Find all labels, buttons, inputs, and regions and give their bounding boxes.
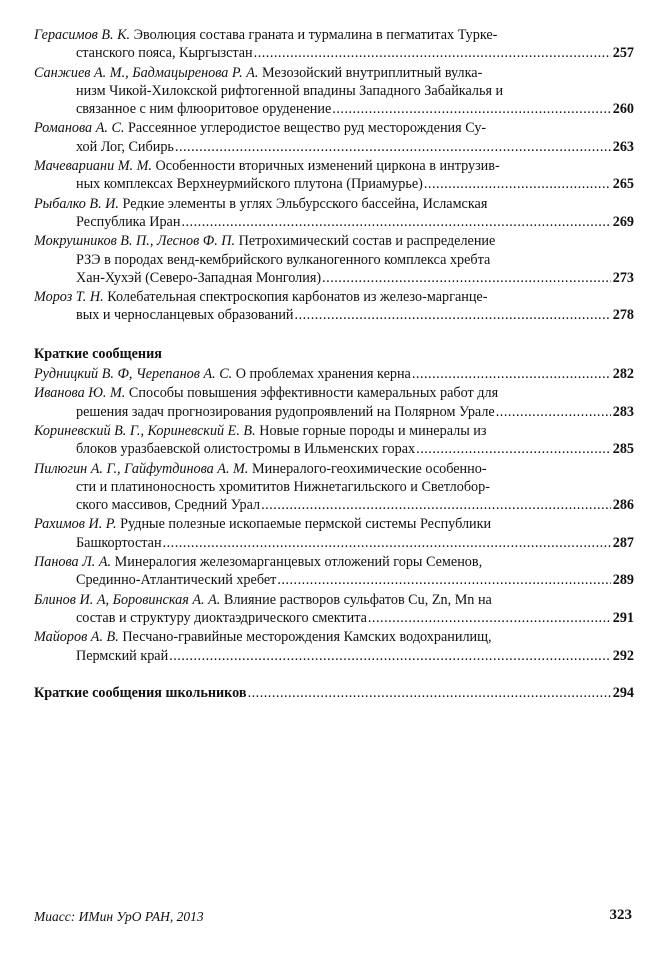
leader-dots [277,571,611,589]
entry-author: Пилюгин А. Г., Гайфутдинова А. М. [34,460,249,477]
entry-title-end: решения задач прогнозирования рудопроявлений на Полярном Урале [76,403,495,420]
entry-title-end: Срединно-Атлантический хребет [76,572,277,589]
entry-title: Минералого-геохимические особенно- [251,460,487,477]
toc-entry[interactable] [34,591,634,628]
footer-publisher: Миасс: ИМин УрО РАН, 2013 [34,909,204,924]
entry-author: Майоров А. В. [34,629,119,646]
entry-title: Рассеянное углеродистое вещество руд месторождения Су- [128,120,487,137]
section-heading-short: Краткие сообщения [34,345,162,362]
toc-entry[interactable] [34,232,634,287]
entry-author: Блинов И. А, Боровинская А. А. [34,591,221,608]
entry-author: Санжиев А. М., Бадмацыренова Р. А. [34,64,259,81]
toc-entry[interactable] [34,422,634,459]
entry-title: Колебательная спектроскопия карбонатов из железо-марганце- [107,289,488,306]
entry-title: Редкие элементы в углях Эльбурсского бассейна, Исламская [122,195,488,212]
entry-title-end: блоков уразбаевской олистостромы в Ильменских горах [76,441,416,458]
leader-dots [412,365,611,383]
entry-title-end: ных комплексах Верхнеурмийского плутона (Приамурье) [76,176,423,193]
entry-author: Кориневский В. Г., Кориневский Е. В. [34,422,256,439]
entry-title-end: Пермский край [76,647,169,664]
entry-title-end: вых и черносланцевых образований [76,307,294,324]
entry-page: 257 [612,45,634,62]
entry-page: 292 [612,647,634,664]
entry-title-end: ского массивов, Средний Урал [76,497,261,514]
leader-dots [169,647,611,665]
leader-dots [368,609,611,627]
leader-dots [175,138,611,156]
toc [34,26,634,703]
leader-dots [496,403,611,421]
entry-author: Романова А. С. [34,120,125,137]
entry-page: 291 [612,609,634,626]
entry-page: 294 [612,684,634,701]
entry-page: 278 [612,307,634,324]
entry-title: Новые горные породы и минералы из [259,422,487,439]
entry-page: 283 [612,403,634,420]
entry-page: 287 [612,534,634,551]
toc-entry[interactable] [34,628,634,665]
toc-entry[interactable] [34,460,634,515]
entry-title: Мезозойский внутриплитный вулка- [262,64,483,81]
entry-title: Петрохимический состав и распределение [238,233,496,250]
entry-title: О проблемах хранения керна [235,366,411,383]
entry-title: Песчано-гравийные месторождения Камских водохранилищ, [122,629,492,646]
entry-author: Рахимов И. Р. [34,516,117,533]
entry-title: Способы повышения эффективности камеральных работ для [128,385,499,402]
toc-entry-school[interactable] [34,684,634,702]
toc-entry[interactable] [34,384,634,421]
leader-dots [322,269,611,287]
entry-title-end: Хан-Хухэй (Северо-Западная Монголия) [76,269,322,286]
leader-dots [416,440,611,458]
entry-author: Герасимов В. К. [34,27,131,43]
entry-page: 269 [612,213,634,230]
toc-entry[interactable] [34,26,634,63]
entry-title: сти и платиноносность хромититов Нижнетагильского и Светлобор- [76,478,490,495]
entry-title: Особенности вторичных изменений циркона в интрузив- [155,158,500,175]
entry-title: Минералогия железомарганцевых отложений горы Семенов, [114,554,483,571]
entry-page: 263 [612,138,634,155]
leader-dots [261,496,611,514]
entry-author: Мачевариани М. М. [34,158,152,175]
entry-page: 260 [612,101,634,118]
entry-title-end: Республика Иран [76,213,181,230]
leader-dots [332,100,611,118]
toc-entry[interactable] [34,64,634,119]
footer-page-number: 323 [609,907,632,923]
toc-entry[interactable] [34,515,634,552]
entry-title-end: станского пояса, Кыргызстан [76,45,253,62]
leader-dots [295,306,611,324]
entry-author: Мороз Т. Н. [34,289,104,306]
entry-title-end: связанное с ним флюоритовое оруденение [76,101,332,118]
toc-entry[interactable] [34,553,634,590]
toc-entry[interactable] [34,288,634,325]
toc-entry[interactable] [34,365,634,383]
entry-author: Мокрушников В. П., Леснов Ф. П. [34,233,236,250]
entry-title: Влияние растворов сульфатов Cu, Zn, Mn на [223,591,492,608]
entry-page: 282 [612,366,634,383]
entry-title: низм Чикой-Хилокской рифтогенной впадины Западного Забайкалья и [76,82,504,99]
entry-title-end: хой Лог, Сибирь [76,138,174,155]
entry-author: Рыбалко В. И. [34,195,119,212]
toc-entry[interactable] [34,195,634,232]
entry-page: 285 [612,441,634,458]
entry-title-end: состав и структуру диоктаэдрического смектита [76,609,367,626]
leader-dots [181,213,611,231]
leader-dots [163,534,611,552]
entry-page: 289 [612,572,634,589]
leader-dots [424,175,611,193]
entry-title: Эволюция состава граната и турмалина в пегматитах Турке- [133,27,498,43]
entry-author: Панова Л. А. [34,554,112,571]
entry-author: Иванова Ю. М. [34,385,126,402]
leader-dots [254,44,611,62]
leader-dots [248,684,611,702]
entry-title: РЗЭ в породах венд-кембрийского вулканогенного комплекса хребта [76,251,491,268]
entry-page: 273 [612,269,634,286]
section-heading-school: Краткие сообщения школьников [34,684,247,701]
entry-title: Рудные полезные ископаемые пермской системы Республики [120,516,492,533]
entry-title-end: Башкортостан [76,534,162,551]
entry-page: 286 [612,497,634,514]
entry-page: 265 [612,176,634,193]
toc-entry[interactable] [34,157,634,194]
entry-author: Рудницкий В. Ф, Черепанов А. С. [34,366,233,383]
toc-entry[interactable] [34,119,634,156]
